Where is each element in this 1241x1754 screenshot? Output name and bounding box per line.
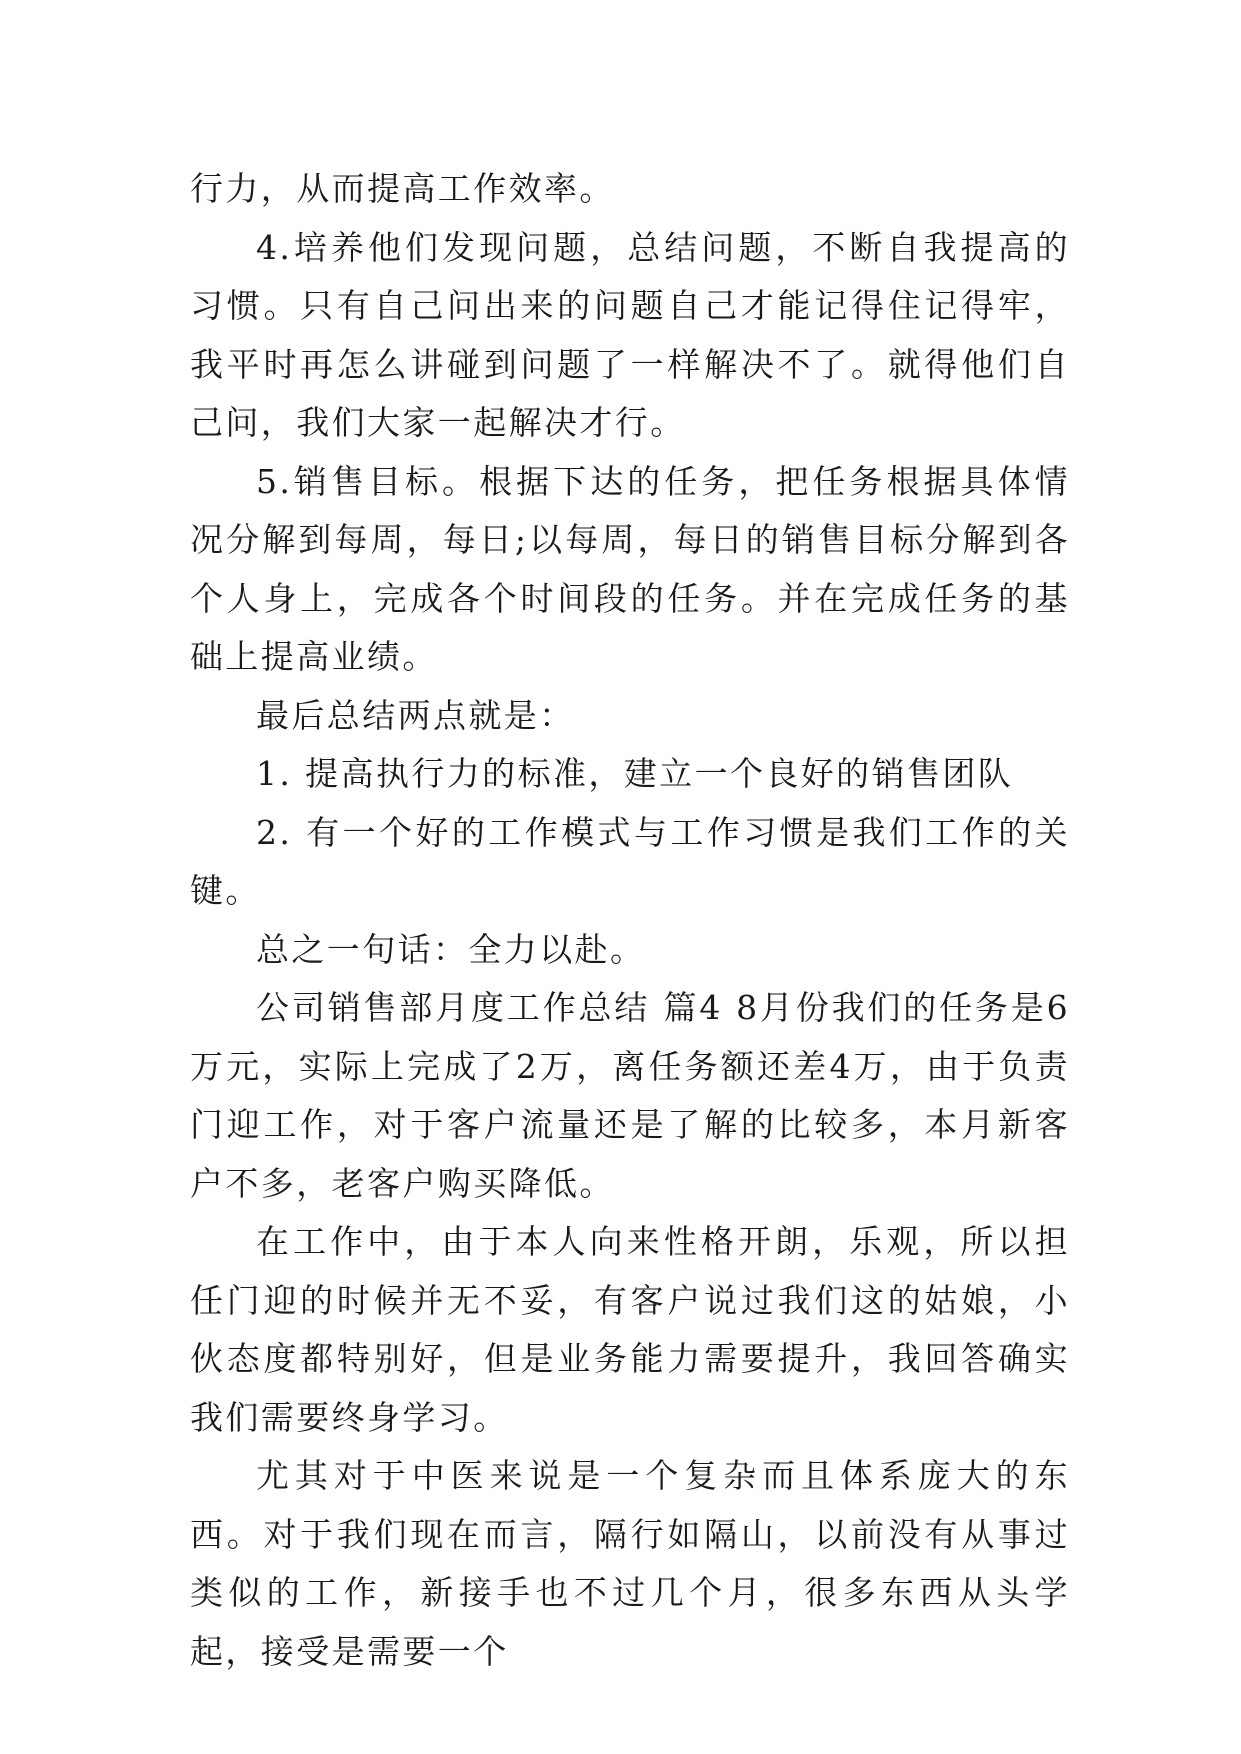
paragraph-10: 尤其对于中医来说是一个复杂而且体系庞大的东西。对于我们现在而言，隔行如隔山，以前没有从事过类似的工作，新接手也不过几个月，很多东西从头学起，接受是需要一个	[190, 1456, 1070, 1671]
paragraph-3: 5.销售目标。根据下达的任务，把任务根据具体情况分解到每周，每日;以每周，每日的销售目标分解到各个人身上，完成各个时间段的任务。并在完成任务的基础上提高业绩。	[190, 461, 1070, 676]
paragraph-5: 1. 提高执行力的标准，建立一个良好的销售团队	[256, 754, 1014, 793]
paragraph-9: 在工作中，由于本人向来性格开朗，乐观，所以担任门迎的时候并无不妥，有客户说过我们这的姑娘，小伙态度都特别好，但是业务能力需要提升，我回答确实我们需要终身学习。	[190, 1222, 1070, 1437]
paragraph-8: 公司销售部月度工作总结 篇4 8月份我们的任务是6万元，实际上完成了2万，离任务额还差4万，由于负责门迎工作，对于客户流量还是了解的比较多，本月新客户不多，老客户购买降低。	[190, 988, 1070, 1203]
paragraph-4: 最后总结两点就是：	[256, 695, 575, 735]
paragraph-1: 行力，从而提高工作效率。	[190, 169, 615, 208]
paragraph-6: 2. 有一个好的工作模式与工作习惯是我们工作的关键。	[190, 812, 1070, 910]
paragraph-7: 总之一句话：全力以赴。	[256, 929, 646, 969]
document-body	[190, 160, 1070, 1681]
paragraph-2: 4.培养他们发现问题，总结问题，不断自我提高的习惯。只有自己问出来的问题自己才能记得住记得牢，我平时再怎么讲碰到问题了一样解决不了。就得他们自己问，我们大家一起解决才行。	[190, 227, 1070, 442]
